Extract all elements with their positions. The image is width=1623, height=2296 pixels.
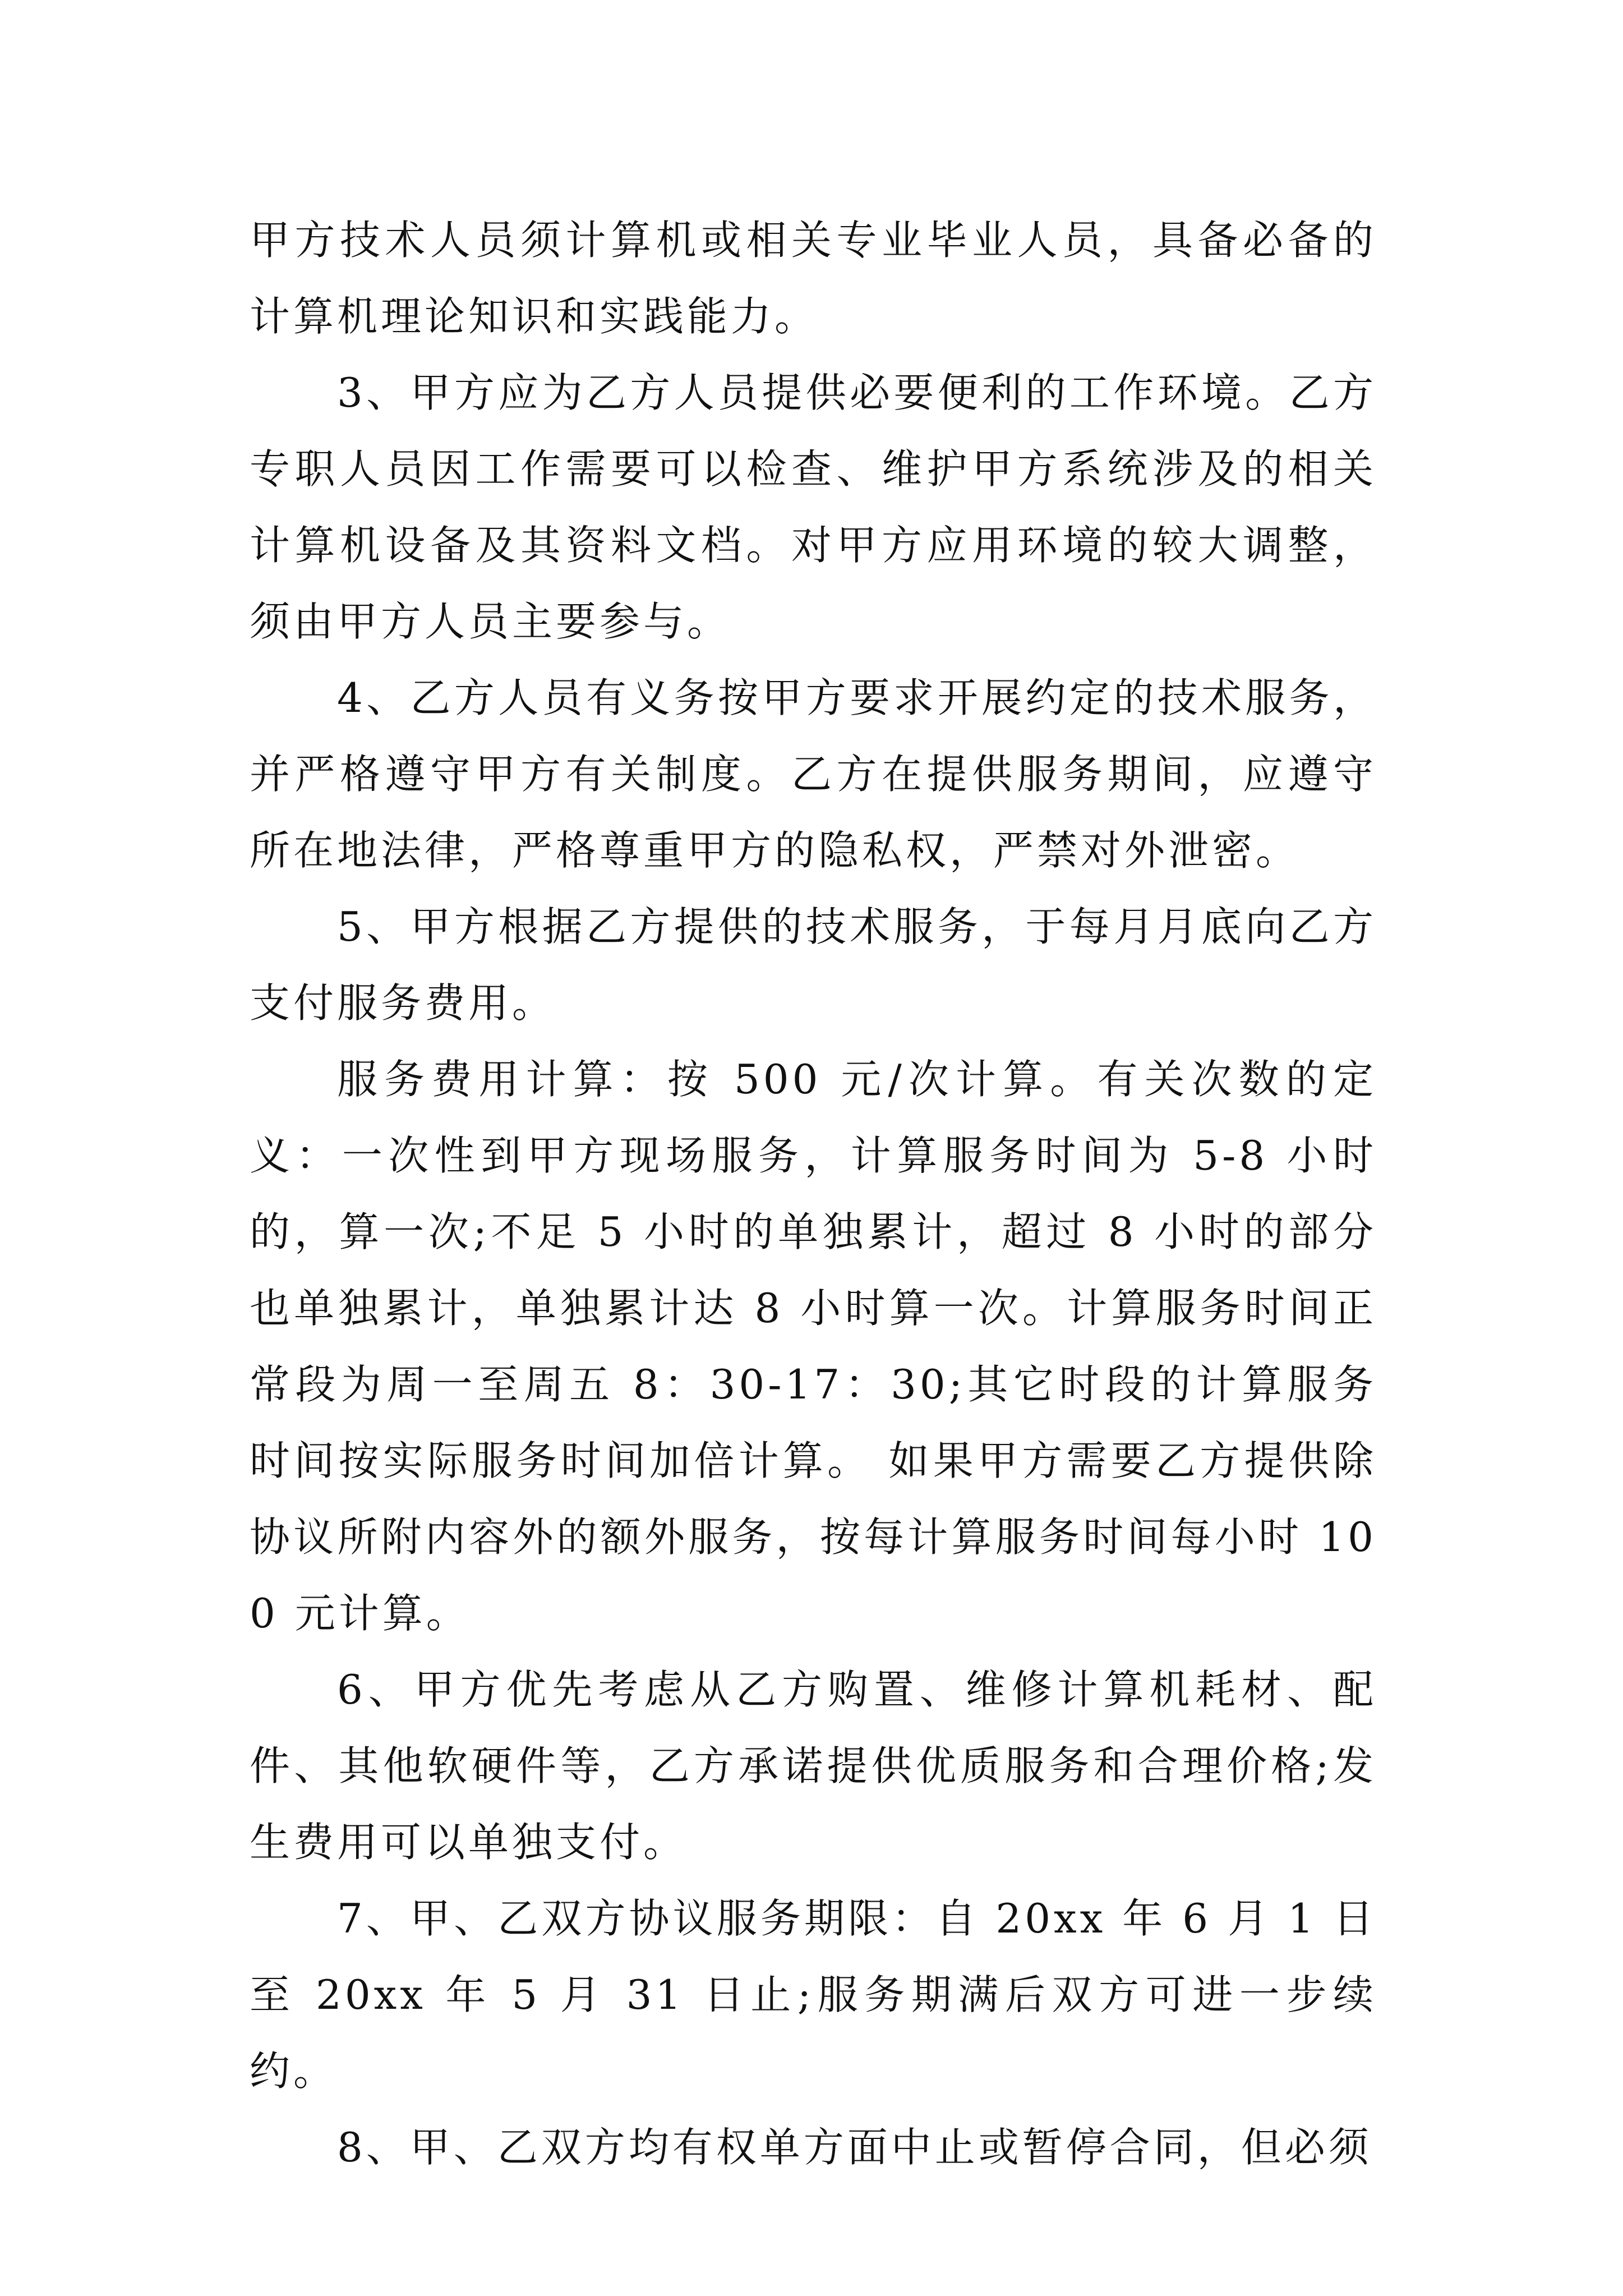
- paragraph-clause-5: 5、甲方根据乙方提供的技术服务，于每月月底向乙方支付服务费用。: [250, 903, 1377, 1027]
- document-body: [250, 202, 1377, 2185]
- paragraph-fee-calculation: 服务费用计算：按 500 元/次计算。有关次数的定义：一次性到甲方现场服务，计算服务时间为 5-8 小时的，算一次;不足 5 小时的单独累计，超过 8 小时的部分也单独累计，单独累计达 8 小时算一次。计算服务时间正常段为周一至周五 8：30-17：30;其它时段的计算服务时间按实际服务时间加倍计算。 如果甲方需要乙方提供除协议所附内容外的额外服务，按每计算服务时间每小时 100 元计算。: [250, 1056, 1377, 1637]
- paragraph-clause-3: 3、甲方应为乙方人员提供必要便利的工作环境。乙方专职人员因工作需要可以检查、维护甲方系统涉及的相关计算机设备及其资料文档。对甲方应用环境的较大调整，须由甲方人员主要参与。: [250, 369, 1377, 645]
- paragraph-clause-8: 8、甲、乙双方均有权单方面中止或暂停合同，但必须: [337, 2124, 1372, 2171]
- paragraph-clause-7: 7、甲、乙双方协议服务期限：自 20xx 年 6 月 1 日至 20xx 年 5 月 31 日止;服务期满后双方可进一步续约。: [250, 1895, 1377, 2095]
- paragraph-clause-4: 4、乙方人员有义务按甲方要求开展约定的技术服务，并严格遵守甲方有关制度。乙方在提供服务期间，应遵守所在地法律，严格尊重甲方的隐私权，严禁对外泄密。: [250, 674, 1377, 874]
- paragraph-continuation: 甲方技术人员须计算机或相关专业毕业人员，具备必备的计算机理论知识和实践能力。: [250, 217, 1377, 340]
- paragraph-clause-6: 6、甲方优先考虑从乙方购置、维修计算机耗材、配件、其他软硬件等，乙方承诺提供优质服务和合理价格;发生费用可以单独支付。: [250, 1666, 1377, 1866]
